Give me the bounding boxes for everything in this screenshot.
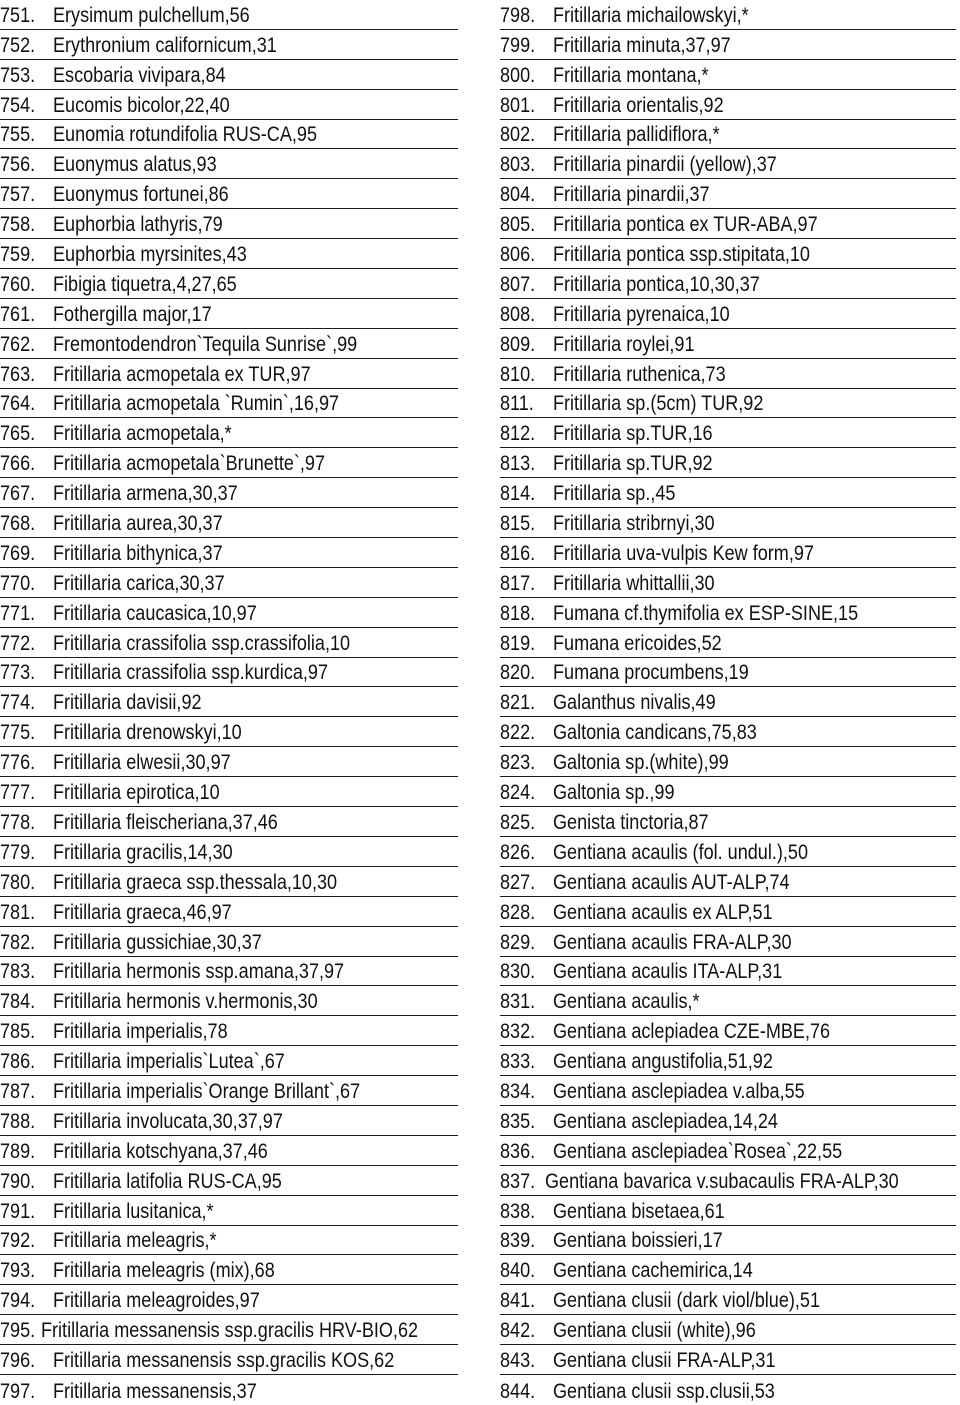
item-text: Fritillaria pallidiflora,* — [553, 123, 720, 147]
item-text: Fritillaria graeca ssp.thessala,10,30 — [53, 870, 338, 894]
list-item — [500, 658, 956, 688]
list-item — [0, 209, 458, 239]
list-item — [500, 1345, 956, 1375]
item-text: Gentiana acaulis AUT-ALP,74 — [553, 870, 790, 894]
item-text: Fritillaria uva-vulpis Kew form,97 — [553, 541, 814, 565]
list-item — [0, 867, 458, 897]
item-text: Fritillaria sp.,45 — [553, 482, 676, 506]
item-number: 813. — [500, 452, 536, 476]
item-number: 828. — [500, 900, 536, 924]
left-column — [0, 0, 458, 1405]
item-number: 838. — [500, 1199, 536, 1223]
list-item — [500, 329, 956, 359]
item-text: Fritillaria gracilis,14,30 — [53, 840, 233, 864]
list-item — [0, 90, 458, 120]
item-number: 806. — [500, 243, 536, 267]
item-number: 825. — [500, 810, 536, 834]
list-item — [0, 1196, 458, 1226]
item-text: Fritillaria orientalis,92 — [553, 93, 724, 117]
item-number: 805. — [500, 213, 536, 237]
item-number: 822. — [500, 721, 536, 745]
item-number: 788. — [0, 1109, 36, 1133]
item-number: 778. — [0, 810, 36, 834]
item-number: 763. — [0, 362, 36, 386]
item-number: 758. — [0, 213, 36, 237]
item-text: Galtonia sp.,99 — [553, 781, 675, 805]
item-number: 782. — [0, 930, 36, 954]
list-item — [500, 1285, 956, 1315]
list-item — [500, 1166, 956, 1196]
item-number: 789. — [0, 1139, 36, 1163]
item-text: Fritillaria messanensis ssp.gracilis KOS,62 — [53, 1348, 395, 1372]
list-item — [0, 1046, 458, 1076]
list-item — [500, 867, 956, 897]
list-item — [500, 60, 956, 90]
item-number: 795. — [0, 1319, 36, 1343]
item-text: Fritillaria hermonis ssp.amana,37,97 — [53, 960, 345, 984]
item-number: 826. — [500, 840, 536, 864]
list-item — [0, 747, 458, 777]
item-text: Fothergilla major,17 — [53, 302, 212, 326]
item-text: Fritillaria pinardii,37 — [553, 183, 710, 207]
item-number: 824. — [500, 781, 536, 805]
list-item — [0, 418, 458, 448]
list-item — [500, 717, 956, 747]
item-text: Fritillaria imperialis`Lutea`,67 — [53, 1050, 285, 1074]
item-text: Fritillaria davisii,92 — [53, 691, 202, 715]
item-number: 830. — [500, 960, 536, 984]
item-text: Fritillaria michailowskyi,* — [553, 3, 749, 27]
item-number: 841. — [500, 1289, 536, 1313]
list-item — [500, 1106, 956, 1136]
item-number: 781. — [0, 900, 36, 924]
list-item — [500, 598, 956, 628]
item-number: 777. — [0, 781, 36, 805]
list-item — [500, 927, 956, 957]
item-number: 835. — [500, 1109, 536, 1133]
item-number: 819. — [500, 631, 536, 655]
item-text: Fremontodendron`Tequila Sunrise`,99 — [53, 332, 358, 356]
item-text: Gentiana bisetaea,61 — [553, 1199, 725, 1223]
item-number: 799. — [500, 33, 536, 57]
item-number: 844. — [500, 1379, 536, 1403]
item-number: 760. — [0, 272, 36, 296]
item-text: Gentiana clusii ssp.clusii,53 — [553, 1379, 775, 1403]
item-text: Fritillaria graeca,46,97 — [53, 900, 232, 924]
item-number: 800. — [500, 63, 536, 87]
item-number: 780. — [0, 870, 36, 894]
list-item — [0, 568, 458, 598]
item-number: 755. — [0, 123, 36, 147]
item-number: 784. — [0, 990, 36, 1014]
item-number: 753. — [0, 63, 36, 87]
item-text: Fritillaria stribrnyi,30 — [553, 512, 715, 536]
item-text: Fritillaria pinardii (yellow),37 — [553, 153, 777, 177]
list-item — [500, 149, 956, 179]
item-text: Fritillaria armena,30,37 — [53, 482, 238, 506]
item-number: 811. — [500, 392, 534, 416]
item-text: Fritillaria imperialis`Orange Brillant`,67 — [53, 1079, 361, 1103]
list-item — [500, 1076, 956, 1106]
item-number: 810. — [500, 362, 536, 386]
item-number: 752. — [0, 33, 36, 57]
list-item — [0, 359, 458, 389]
item-number: 776. — [0, 751, 36, 775]
list-item — [0, 1016, 458, 1046]
item-number: 786. — [0, 1050, 36, 1074]
item-number: 816. — [500, 541, 536, 565]
item-text: Eunomia rotundifolia RUS-CA,95 — [53, 123, 318, 147]
item-text: Gentiana clusii (dark viol/blue),51 — [553, 1289, 821, 1313]
item-number: 833. — [500, 1050, 536, 1074]
item-text: Fritillaria minuta,37,97 — [553, 33, 731, 57]
item-text: Fritillaria pontica ex TUR-ABA,97 — [553, 213, 818, 237]
list-item — [500, 747, 956, 777]
list-item — [0, 239, 458, 269]
item-number: 757. — [0, 183, 36, 207]
item-number: 770. — [0, 571, 36, 595]
list-item — [500, 478, 956, 508]
item-number: 840. — [500, 1259, 536, 1283]
list-item — [500, 359, 956, 389]
item-number: 761. — [0, 302, 36, 326]
item-number: 765. — [0, 422, 36, 446]
item-number: 804. — [500, 183, 536, 207]
item-text: Fritillaria fleischeriana,37,46 — [53, 810, 278, 834]
item-text: Fritillaria acmopetala`Brunette`,97 — [53, 452, 326, 476]
item-text: Fumana ericoides,52 — [553, 631, 722, 655]
item-number: 809. — [500, 332, 536, 356]
list-item — [500, 508, 956, 538]
item-text: Fumana cf.thymifolia ex ESP-SINE,15 — [553, 601, 859, 625]
list-item — [0, 897, 458, 927]
item-number: 817. — [500, 571, 536, 595]
item-text: Fritillaria caucasica,10,97 — [53, 601, 257, 625]
list-item — [0, 448, 458, 478]
item-text: Euonymus alatus,93 — [53, 153, 217, 177]
list-item — [500, 777, 956, 807]
item-text: Fritillaria elwesii,30,97 — [53, 751, 231, 775]
item-text: Fritillaria roylei,91 — [553, 332, 695, 356]
item-text: Fritillaria pontica,10,30,37 — [553, 272, 760, 296]
item-number: 779. — [0, 840, 36, 864]
item-text: Fritillaria sp.TUR,16 — [553, 422, 713, 446]
item-number: 839. — [500, 1229, 536, 1253]
list-item — [0, 957, 458, 987]
list-item — [500, 1375, 956, 1405]
item-text: Gentiana boissieri,17 — [553, 1229, 723, 1253]
item-number: 793. — [0, 1259, 36, 1283]
item-text: Fritillaria ruthenica,73 — [553, 362, 726, 386]
item-text: Gentiana acaulis ITA-ALP,31 — [553, 960, 783, 984]
list-item — [500, 299, 956, 329]
list-item — [0, 777, 458, 807]
list-item — [0, 0, 458, 30]
list-item — [0, 1285, 458, 1315]
item-number: 762. — [0, 332, 36, 356]
list-item — [500, 1136, 956, 1166]
item-text: Gentiana acaulis (fol. undul.),50 — [553, 840, 809, 864]
item-text: Genista tinctoria,87 — [553, 810, 709, 834]
item-number: 773. — [0, 661, 36, 685]
item-number: 829. — [500, 930, 536, 954]
list-item — [500, 389, 956, 419]
list-item — [500, 90, 956, 120]
item-text: Fritillaria hermonis v.hermonis,30 — [53, 990, 318, 1014]
list-item — [0, 389, 458, 419]
list-item — [0, 1315, 458, 1345]
item-text: Fritillaria bithynica,37 — [53, 541, 223, 565]
list-item — [0, 1106, 458, 1136]
item-text: Gentiana asclepiadea,14,24 — [553, 1109, 778, 1133]
list-item — [0, 598, 458, 628]
item-text: Fritillaria lusitanica,* — [53, 1199, 214, 1223]
item-text: Fritillaria aurea,30,37 — [53, 512, 223, 536]
list-item — [500, 1016, 956, 1046]
item-text: Gentiana bavarica v.subacaulis FRA-ALP,30 — [544, 1169, 899, 1193]
item-text: Fritillaria crassifolia ssp.crassifolia,10 — [53, 631, 351, 655]
item-text: Fritillaria acmopetala,* — [53, 422, 232, 446]
list-item — [0, 687, 458, 717]
list-item — [0, 60, 458, 90]
item-number: 821. — [500, 691, 536, 715]
list-item — [0, 658, 458, 688]
list-item — [500, 1046, 956, 1076]
list-item — [500, 837, 956, 867]
item-text: Gentiana asclepiadea`Rosea`,22,55 — [553, 1139, 843, 1163]
item-text: Fritillaria sp.TUR,92 — [553, 452, 713, 476]
item-text: Fritillaria acmopetala ex TUR,97 — [53, 362, 311, 386]
list-item — [0, 1255, 458, 1285]
list-item — [500, 1315, 956, 1345]
list-item — [500, 1196, 956, 1226]
item-number: 768. — [0, 512, 36, 536]
list-item — [500, 957, 956, 987]
item-number: 785. — [0, 1020, 36, 1044]
item-text: Fritillaria involucata,30,37,97 — [53, 1109, 283, 1133]
item-text: Fritillaria meleagroides,97 — [53, 1289, 260, 1313]
item-number: 787. — [0, 1079, 36, 1103]
item-text: Fibigia tiquetra,4,27,65 — [53, 272, 237, 296]
list-item — [0, 1345, 458, 1375]
list-item — [500, 568, 956, 598]
list-item — [0, 538, 458, 568]
item-text: Gentiana clusii FRA-ALP,31 — [553, 1348, 776, 1372]
item-number: 759. — [0, 243, 36, 267]
list-item — [500, 687, 956, 717]
list-item — [500, 30, 956, 60]
list-item — [500, 120, 956, 150]
item-text: Gentiana angustifolia,51,92 — [553, 1050, 773, 1074]
item-text: Fritillaria carica,30,37 — [53, 571, 225, 595]
item-number: 823. — [500, 751, 536, 775]
item-number: 820. — [500, 661, 536, 685]
item-text: Euphorbia lathyris,79 — [53, 213, 223, 237]
item-text: Fritillaria messanensis,37 — [53, 1379, 257, 1403]
item-text: Erythronium californicum,31 — [53, 33, 277, 57]
item-number: 764. — [0, 392, 36, 416]
item-number: 843. — [500, 1348, 536, 1372]
item-number: 797. — [0, 1379, 36, 1403]
item-number: 790. — [0, 1169, 36, 1193]
item-number: 794. — [0, 1289, 36, 1313]
list-item — [0, 837, 458, 867]
list-item — [500, 1255, 956, 1285]
list-item — [500, 986, 956, 1016]
list-item — [0, 299, 458, 329]
list-item — [0, 628, 458, 658]
item-number: 751. — [0, 3, 36, 27]
list-item — [500, 239, 956, 269]
item-text: Erysimum pulchellum,56 — [53, 3, 250, 27]
item-text: Fritillaria pontica ssp.stipitata,10 — [553, 243, 810, 267]
item-text: Gentiana acaulis FRA-ALP,30 — [553, 930, 792, 954]
item-text: Gentiana acaulis ex ALP,51 — [553, 900, 773, 924]
list-item — [0, 1076, 458, 1106]
item-text: Fritillaria messanensis ssp.gracilis HRV-BIO,62 — [40, 1319, 418, 1343]
item-text: Fritillaria epirotica,10 — [53, 781, 220, 805]
item-number: 807. — [500, 272, 536, 296]
item-text: Fritillaria meleagris (mix),68 — [53, 1259, 275, 1283]
item-text: Gentiana acaulis,* — [553, 990, 700, 1014]
item-number: 832. — [500, 1020, 536, 1044]
item-text: Eucomis bicolor,22,40 — [53, 93, 230, 117]
item-number: 775. — [0, 721, 36, 745]
item-number: 831. — [500, 990, 536, 1014]
item-number: 812. — [500, 422, 536, 446]
list-item — [500, 448, 956, 478]
list-item — [0, 30, 458, 60]
list-item — [0, 179, 458, 209]
item-number: 827. — [500, 870, 536, 894]
right-column — [500, 0, 956, 1405]
item-number: 766. — [0, 452, 36, 476]
item-number: 754. — [0, 93, 36, 117]
item-text: Escobaria vivipara,84 — [53, 63, 226, 87]
item-number: 772. — [0, 631, 36, 655]
list-item — [0, 807, 458, 837]
list-item — [0, 508, 458, 538]
list-item — [500, 807, 956, 837]
list-item — [500, 628, 956, 658]
item-number: 836. — [500, 1139, 536, 1163]
item-text: Fumana procumbens,19 — [553, 661, 749, 685]
item-text: Euphorbia myrsinites,43 — [53, 243, 247, 267]
list-item — [500, 0, 956, 30]
item-text: Euonymus fortunei,86 — [53, 183, 229, 207]
list-item — [0, 1226, 458, 1256]
item-number: 818. — [500, 601, 536, 625]
list-item — [0, 269, 458, 299]
list-item — [500, 538, 956, 568]
list-item — [0, 329, 458, 359]
list-item — [0, 1166, 458, 1196]
item-text: Galtonia candicans,75,83 — [553, 721, 757, 745]
list-item — [0, 927, 458, 957]
item-text: Fritillaria drenowskyi,10 — [53, 721, 242, 745]
item-text: Fritillaria pyrenaica,10 — [553, 302, 730, 326]
item-number: 783. — [0, 960, 36, 984]
item-text: Fritillaria montana,* — [553, 63, 709, 87]
item-number: 756. — [0, 153, 36, 177]
item-text: Gentiana asclepiadea v.alba,55 — [553, 1079, 805, 1103]
item-number: 796. — [0, 1348, 36, 1372]
item-number: 792. — [0, 1229, 36, 1253]
item-number: 798. — [500, 3, 536, 27]
list-item — [0, 986, 458, 1016]
item-text: Fritillaria latifolia RUS-CA,95 — [53, 1169, 282, 1193]
item-number: 814. — [500, 482, 536, 506]
item-number: 801. — [500, 93, 536, 117]
item-number: 802. — [500, 123, 536, 147]
item-number: 771. — [0, 601, 36, 625]
item-number: 774. — [0, 691, 36, 715]
item-number: 842. — [500, 1319, 536, 1343]
item-text: Fritillaria acmopetala `Rumin`,16,97 — [53, 392, 340, 416]
item-number: 808. — [500, 302, 536, 326]
list-item — [500, 1226, 956, 1256]
item-text: Galanthus nivalis,49 — [553, 691, 716, 715]
item-text: Fritillaria kotschyana,37,46 — [53, 1139, 268, 1163]
item-text: Gentiana clusii (white),96 — [553, 1319, 756, 1343]
item-text: Fritillaria crassifolia ssp.kurdica,97 — [53, 661, 329, 685]
item-number: 767. — [0, 482, 36, 506]
item-text: Gentiana aclepiadea CZE-MBE,76 — [553, 1020, 831, 1044]
item-number: 791. — [0, 1199, 36, 1223]
list-item — [500, 179, 956, 209]
list-item — [0, 1375, 458, 1405]
list-item — [500, 418, 956, 448]
item-text: Fritillaria whittallii,30 — [553, 571, 715, 595]
list-item — [500, 269, 956, 299]
list-item — [0, 478, 458, 508]
list-item — [0, 1136, 458, 1166]
item-text: Fritillaria imperialis,78 — [53, 1020, 228, 1044]
list-item — [0, 717, 458, 747]
list-item — [500, 209, 956, 239]
item-text: Fritillaria gussichiae,30,37 — [53, 930, 262, 954]
item-text: Galtonia sp.(white),99 — [553, 751, 729, 775]
list-item — [500, 897, 956, 927]
item-number: 769. — [0, 541, 36, 565]
item-text: Gentiana cachemirica,14 — [553, 1259, 753, 1283]
item-number: 815. — [500, 512, 536, 536]
list-item — [0, 120, 458, 150]
item-number: 834. — [500, 1079, 536, 1103]
item-number: 837. — [500, 1169, 536, 1193]
list-item — [0, 149, 458, 179]
item-number: 803. — [500, 153, 536, 177]
item-text: Fritillaria sp.(5cm) TUR,92 — [553, 392, 764, 416]
item-text: Fritillaria meleagris,* — [53, 1229, 217, 1253]
